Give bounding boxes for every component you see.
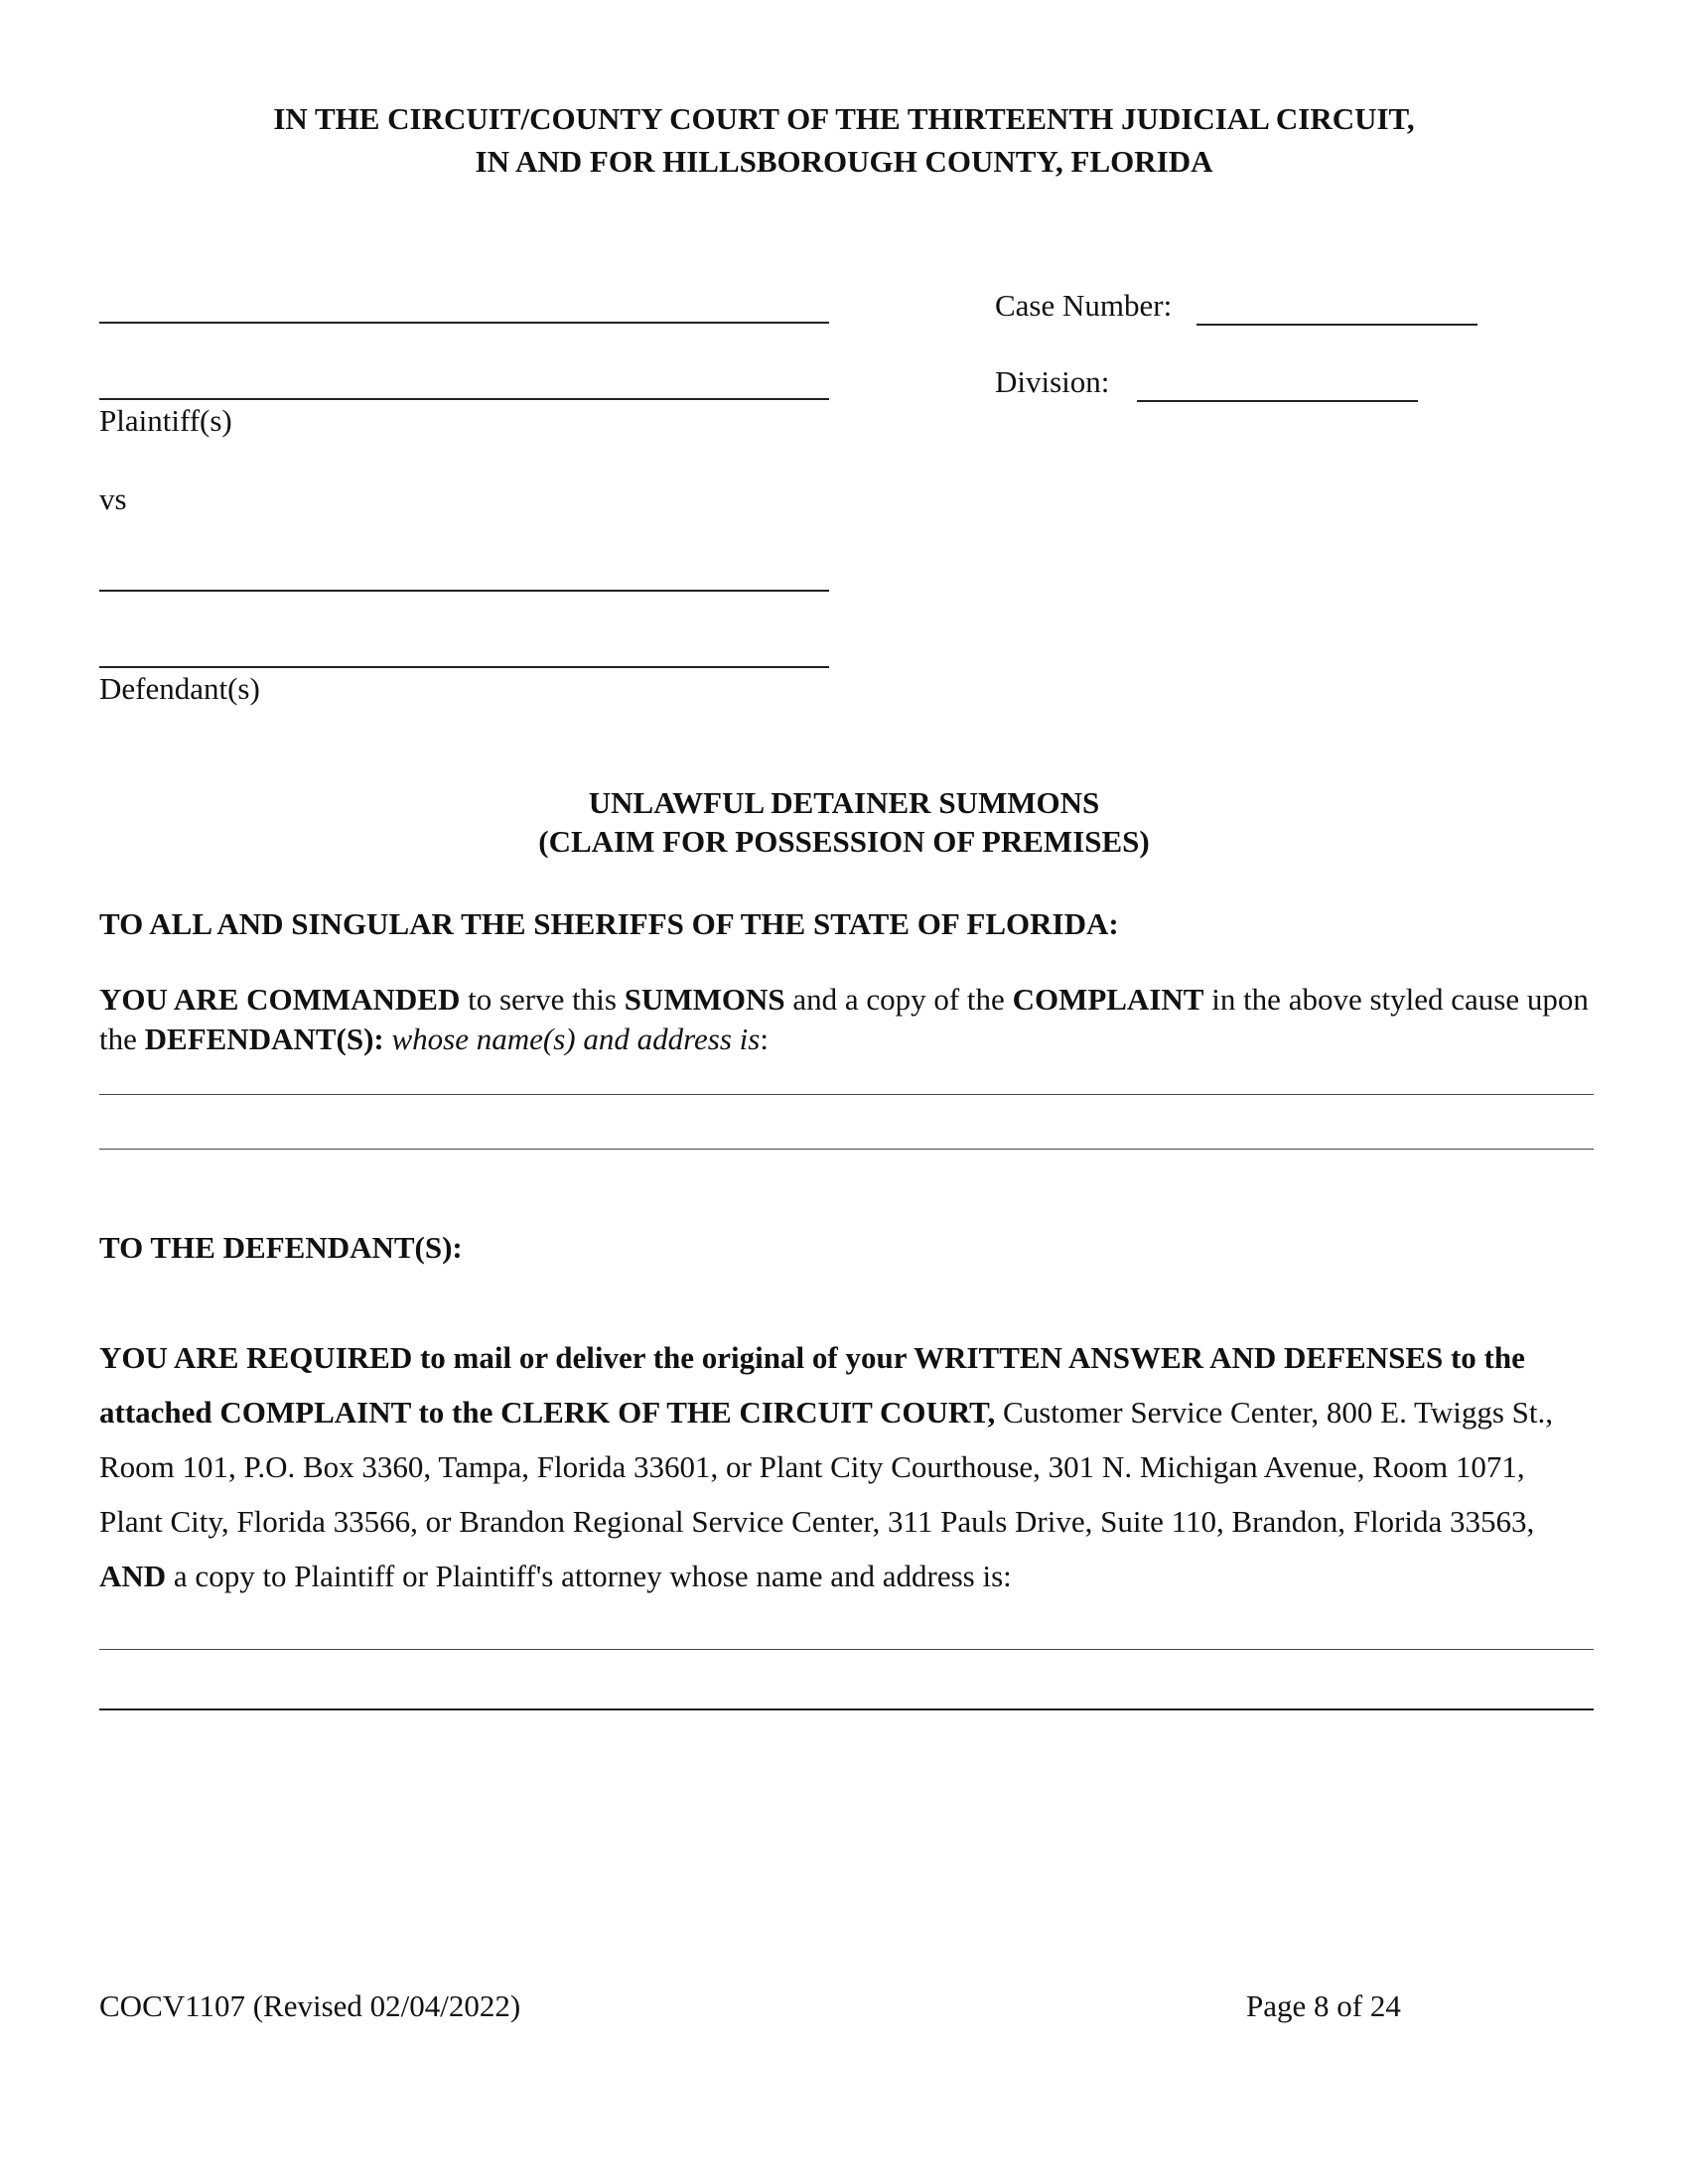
required-bold: YOU ARE REQUIRED to mail or deliver the original of your WRITTEN ANSWER AND DEFENSES to the attached COMPLAINT to the CLERK OF THE CIRCUIT COURT, <box>99 1340 1525 1430</box>
command-bold-1: YOU ARE COMMANDED <box>99 982 461 1017</box>
division-label: Division: <box>995 364 1110 399</box>
command-bold-4: DEFENDANT(S): <box>144 1022 384 1056</box>
form-id: COCV1107 (Revised 02/04/2022) <box>99 1988 521 2023</box>
attorney-address-line-2[interactable] <box>99 1708 1594 1710</box>
case-number-label: Case Number: <box>995 288 1173 323</box>
command-bold-2: SUMMONS <box>624 982 785 1017</box>
vs-label: vs <box>99 481 127 516</box>
command-text-3: in the above styled cause upon the <box>99 982 1589 1056</box>
command-text-1: to serve this <box>460 982 625 1017</box>
defendant-label: Defendant(s) <box>99 671 260 706</box>
sheriffs-heading: TO ALL AND SINGULAR THE SHERIFFS OF THE STATE OF FLORIDA: <box>99 906 1119 941</box>
command-italic: whose name(s) and address is <box>391 1022 761 1056</box>
plaintiff-name-line-1[interactable] <box>99 322 829 324</box>
court-heading-line1: IN THE CIRCUIT/COUNTY COURT OF THE THIRTEENTH JUDICIAL CIRCUIT, <box>273 101 1415 136</box>
document-title-line2: (CLAIM FOR POSSESSION OF PREMISES) <box>538 823 1150 859</box>
required-text: Customer Service Center, 800 E. Twiggs St., Room 101, P.O. Box 3360, Tampa, Florida 33601, or Plant City Courthouse, 301 N. Michigan Avenue, Room 1071, Plant City, Florida 33566, or Brandon Regional Service Center, 311 Pauls Drive, Suite 110, Brandon, Florida 33563, <box>99 1395 1553 1539</box>
defendant-name-line-1[interactable] <box>99 590 829 592</box>
defendants-heading: TO THE DEFENDANT(S): <box>99 1230 463 1265</box>
required-bold-and: AND <box>99 1559 167 1593</box>
case-number-field[interactable] <box>1196 324 1477 326</box>
command-text-2: and a copy of the <box>784 982 1013 1017</box>
court-heading <box>0 97 1688 184</box>
page-number: Page 8 of 24 <box>1246 1988 1401 2023</box>
required-paragraph <box>99 1330 1594 1603</box>
defendant-address-line-1[interactable] <box>99 1094 1594 1095</box>
attorney-address-line-1[interactable] <box>99 1649 1594 1650</box>
division-field[interactable] <box>1137 400 1418 402</box>
document-title-line1: UNLAWFUL DETAINER SUMMONS <box>588 785 1100 820</box>
required-text-2: a copy to Plaintiff or Plaintiff's attorney whose name and address is: <box>166 1559 1012 1593</box>
plaintiff-label: Plaintiff(s) <box>99 403 232 438</box>
court-heading-line2: IN AND FOR HILLSBOROUGH COUNTY, FLORIDA <box>475 144 1213 180</box>
defendant-address-line-2[interactable] <box>99 1149 1594 1150</box>
plaintiff-name-line-2[interactable] <box>99 398 829 400</box>
command-end: : <box>760 1022 769 1056</box>
defendant-name-line-2[interactable] <box>99 666 829 668</box>
command-paragraph <box>99 980 1589 1059</box>
document-title <box>0 784 1688 862</box>
command-bold-3: COMPLAINT <box>1012 982 1204 1017</box>
